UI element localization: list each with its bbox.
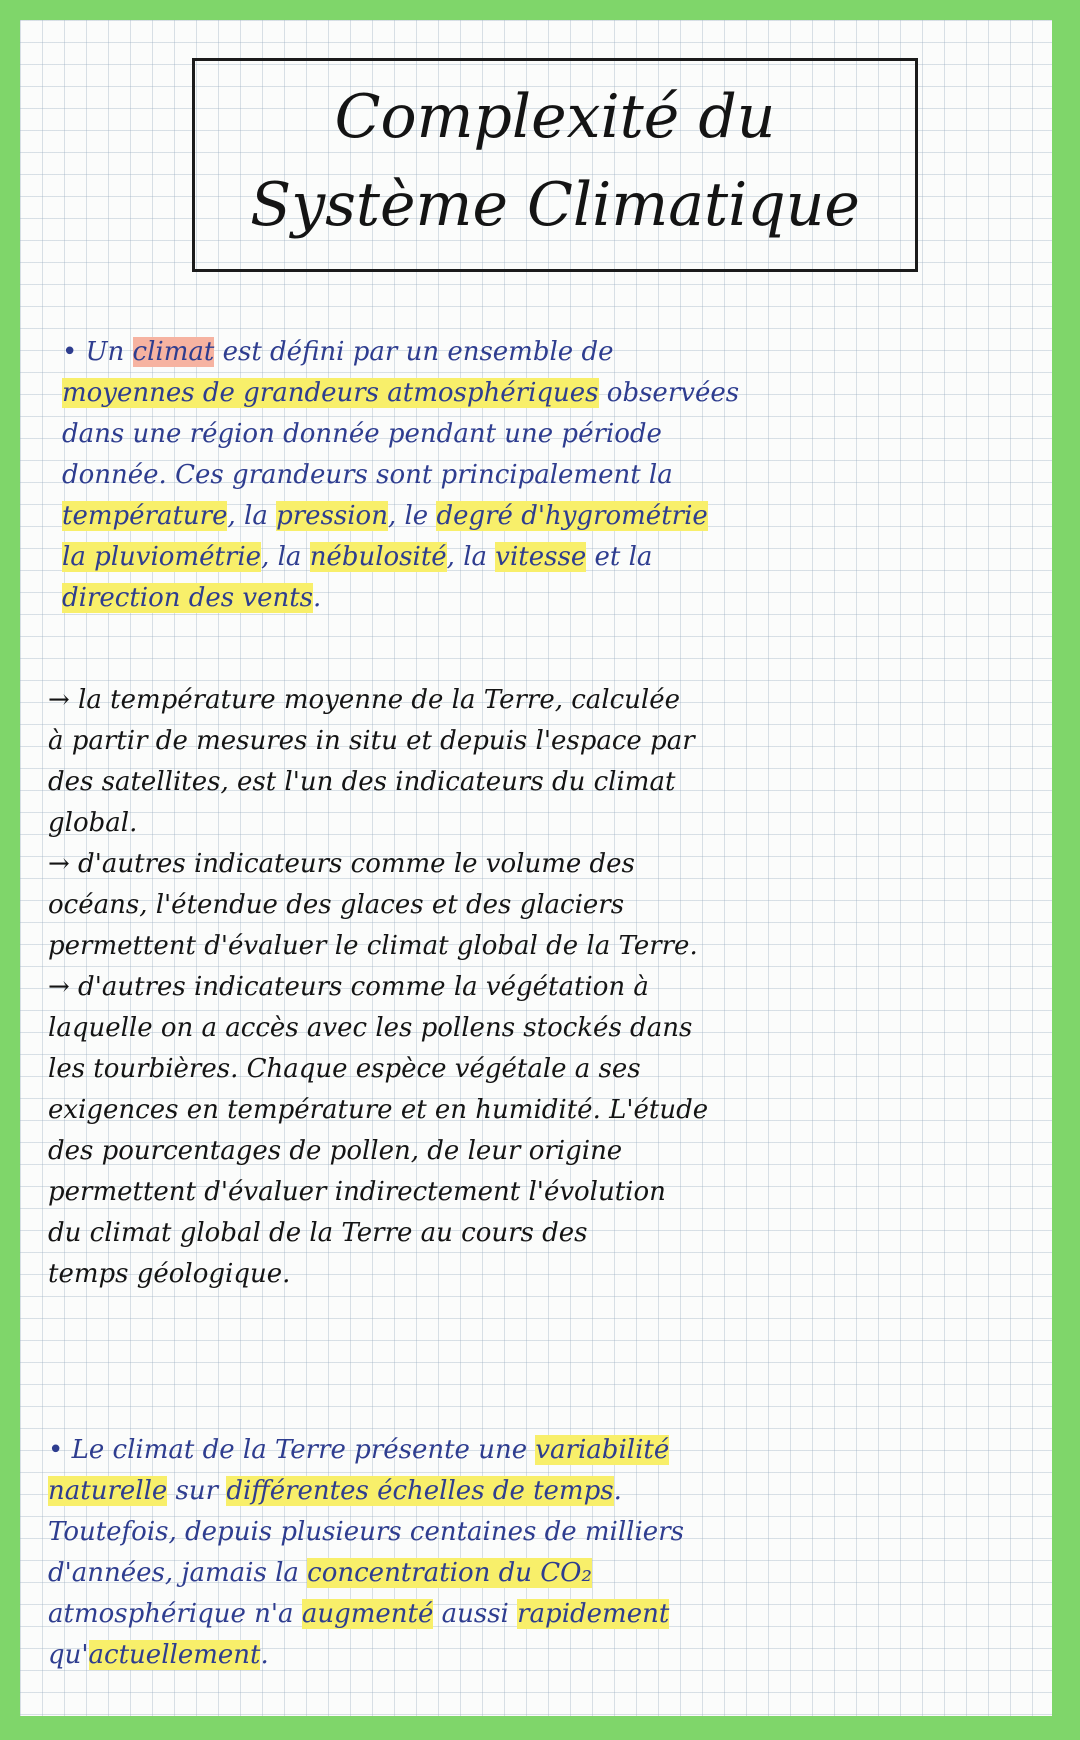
text-line: dans une région donnée pendant une période	[62, 419, 662, 449]
text-line: direction des vents.	[62, 583, 322, 613]
text-line: exigences en température et en humidité. L'étude	[48, 1095, 709, 1125]
highlight: climat	[132, 337, 215, 367]
highlight: augmenté	[301, 1599, 434, 1629]
text-line: du climat global de la Terre au cours des	[48, 1218, 588, 1248]
text-line: à partir de mesures in situ et depuis l'espace par	[48, 726, 695, 756]
text-line: → la température moyenne de la Terre, calculée	[48, 685, 681, 715]
text-line: Toutefois, depuis plusieurs centaines de milliers	[48, 1517, 684, 1547]
highlight: naturelle	[48, 1476, 168, 1506]
text-line: la pluviométrie, la nébulosité, la vitesse et la	[62, 542, 653, 572]
text-line: → d'autres indicateurs comme la végétation à	[48, 972, 649, 1002]
text-line: → d'autres indicateurs comme le volume des	[48, 849, 635, 879]
highlight: actuellement	[88, 1640, 261, 1670]
highlight: température	[62, 501, 228, 531]
paragraph-climate-indicators	[48, 680, 708, 1295]
text-line: moyennes de grandeurs atmosphériques observées	[62, 378, 740, 408]
highlight: la pluviométrie	[62, 542, 262, 572]
text-line: température, la pression, le degré d'hygrométrie	[62, 501, 708, 531]
text-line: naturelle sur différentes échelles de temps.	[48, 1476, 622, 1506]
highlight: direction des vents	[62, 583, 314, 613]
highlight: concentration du CO₂	[307, 1558, 592, 1588]
text-line: d'années, jamais la concentration du CO₂	[48, 1558, 592, 1588]
paragraph-climate-variability	[48, 1430, 684, 1676]
text-line: • Le climat de la Terre présente une variabilité	[48, 1435, 670, 1465]
highlight: moyennes de grandeurs atmosphériques	[62, 378, 599, 408]
title-box	[192, 58, 918, 272]
text-line: global.	[48, 808, 138, 838]
text-line: océans, l'étendue des glaces et des glaciers	[48, 890, 625, 920]
text-line: atmosphérique n'a augmenté aussi rapidement	[48, 1599, 670, 1629]
highlight: rapidement	[517, 1599, 670, 1629]
highlight: nébulosité	[309, 542, 447, 572]
text-line: des satellites, est l'un des indicateurs du climat	[48, 767, 676, 797]
text-line: • Un climat est défini par un ensemble de	[62, 337, 614, 367]
text-line: laquelle on a accès avec les pollens stockés dans	[48, 1013, 693, 1043]
text-line: permettent d'évaluer le climat global de la Terre.	[48, 931, 698, 961]
title-line-2: Système Climatique	[250, 170, 860, 240]
paragraph-climate-definition	[62, 332, 739, 619]
text-line: les tourbières. Chaque espèce végétale a ses	[48, 1054, 641, 1084]
highlight: degré d'hygrométrie	[436, 501, 708, 531]
title-line-1: Complexité du	[334, 82, 776, 152]
text-line: qu'actuellement.	[48, 1640, 269, 1670]
text-line: temps géologique.	[48, 1259, 291, 1289]
highlight: différentes échelles de temps	[226, 1476, 614, 1506]
text-line: permettent d'évaluer indirectement l'évolution	[48, 1177, 666, 1207]
highlight: vitesse	[495, 542, 587, 572]
notebook-page	[20, 20, 1052, 1716]
highlight: pression	[276, 501, 388, 531]
text-line: des pourcentages de pollen, de leur origine	[48, 1136, 623, 1166]
text-line: donnée. Ces grandeurs sont principalement la	[62, 460, 673, 490]
highlight: variabilité	[535, 1435, 670, 1465]
